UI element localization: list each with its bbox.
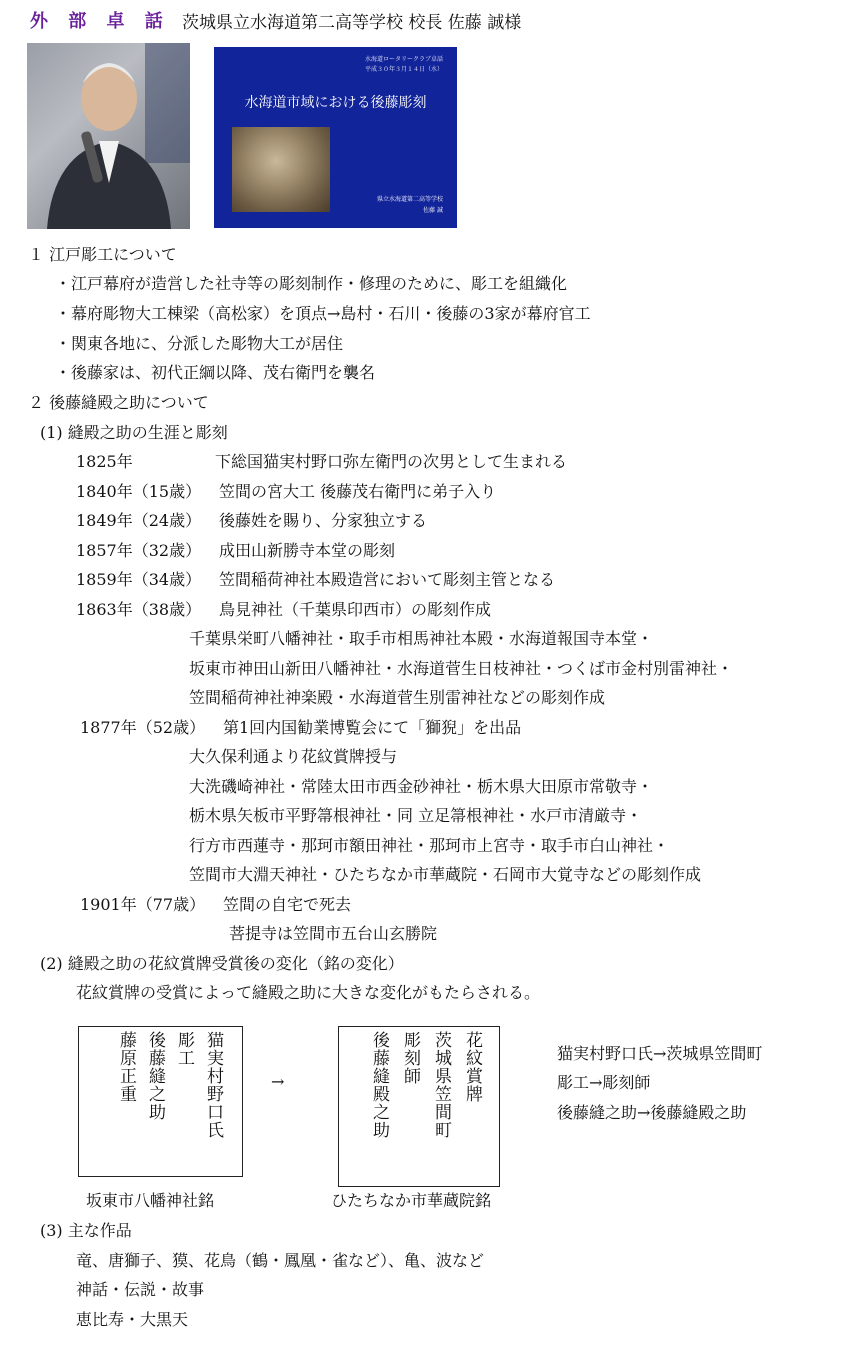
timeline-text: 笠間稲荷神社本殿造営において彫刻主管となる	[219, 570, 556, 589]
timeline-year: 1901年（77歳）	[80, 895, 206, 914]
subsection-1: (1) 縫殿之助の生涯と彫刻	[40, 423, 228, 442]
s1-bullet: ・後藤家は、初代正綱以降、茂右衛門を襲名	[55, 363, 376, 382]
timeline-cont: 大久保利通より花紋賞牌授与	[189, 747, 398, 766]
presentation-slide	[214, 47, 457, 228]
inscription-col: 彫工	[174, 1031, 194, 1067]
change-line: 彫工→彫刻師	[557, 1073, 651, 1092]
timeline-year: 1825年	[76, 452, 133, 471]
slide-org	[377, 194, 443, 216]
timeline-cont: 坂東市神田山新田八幡神社・水海道菅生日枝神社・つくば市金村別雷神社・	[189, 659, 734, 678]
inscription-col: 猫実村野口氏	[203, 1031, 223, 1139]
subsection-2-text: 花紋賞牌の受賞によって縫殿之助に大きな変化がもたらされる。	[76, 983, 541, 1002]
works-line: 竜、唐獅子、獏、花鳥（鶴・鳳凰・雀など）、亀、波など	[76, 1251, 485, 1270]
slide-meta-line: 平成３０年３月１４日（水）	[364, 66, 443, 73]
timeline-cont: 笠間稲荷神社神楽殿・水海道菅生別雷神社などの彫刻作成	[189, 688, 606, 707]
inscription-col: 後藤縫殿之助	[369, 1031, 389, 1139]
timeline-text: 鳥見神社（千葉県印西市）の彫刻作成	[219, 600, 492, 619]
section2-heading: ２ 後藤縫殿之助について	[28, 393, 209, 412]
timeline-year: 1840年（15歳）	[76, 482, 202, 501]
s1-bullet: ・関東各地に、分派した彫物大工が居住	[55, 334, 344, 353]
timeline-cont: 行方市西蓮寺・那珂市額田神社・那珂市上宮寺・取手市白山神社・	[189, 836, 670, 855]
change-line: 猫実村野口氏→茨城県笠間町	[557, 1044, 763, 1063]
arrow-icon: →	[271, 1072, 285, 1091]
inscription-col: 後藤縫之助	[145, 1031, 165, 1121]
subsection-3: (3) 主な作品	[40, 1221, 132, 1240]
speaker-photo	[27, 43, 190, 229]
inscription-col: 彫刻師	[400, 1031, 420, 1085]
carving-photo	[232, 127, 330, 212]
slide-meta	[365, 55, 443, 75]
inscription-left-box	[78, 1026, 243, 1177]
slide-title: 水海道市域における後藤彫刻	[244, 95, 427, 111]
s1-bullet: ・幕府彫物大工棟梁（高松家）を頂点→島村・石川・後藤の3家が幕府官工	[55, 304, 591, 323]
inscription-col: 花紋賞牌	[462, 1031, 482, 1103]
timeline-text: 下総国猫実村野口弥左衛門の次男として生まれる	[215, 452, 568, 471]
timeline-cont: 大洗磯崎神社・常陸太田市西金砂神社・栃木県大田原市常敬寺・	[189, 777, 654, 796]
timeline-year: 1859年（34歳）	[76, 570, 202, 589]
timeline-cont: 菩提寺は笠間市五台山玄勝院	[229, 924, 438, 943]
works-line: 神話・伝説・故事	[76, 1280, 205, 1299]
section-tag: 外 部 卓 話	[30, 11, 170, 32]
speaker-line: 茨城県立水海道第二高等学校 校長 佐藤 誠様	[182, 13, 522, 33]
inscription-col: 茨城県笠間町	[431, 1031, 451, 1139]
timeline-text: 成田山新勝寺本堂の彫刻	[219, 541, 396, 560]
timeline-text: 後藤姓を賜り、分家独立する	[219, 511, 428, 530]
timeline-cont: 笠間市大淵天神社・ひたちなか市華蔵院・石岡市大覚寺などの彫刻作成	[189, 865, 702, 884]
change-line: 後藤縫之助→後藤縫殿之助	[557, 1103, 747, 1122]
timeline-cont: 栃木県矢板市平野箒根神社・同 立足箒根神社・水戸市清厳寺・	[189, 806, 643, 825]
slide-org-line: 佐藤 誠	[423, 207, 443, 214]
timeline-text: 笠間の自宅で死去	[223, 895, 352, 914]
works-line: 恵比寿・大黒天	[76, 1310, 189, 1329]
timeline-year: 1849年（24歳）	[76, 511, 202, 530]
timeline-cont: 千葉県栄町八幡神社・取手市相馬神社本殿・水海道報国寺本堂・	[189, 629, 654, 648]
section1-heading: １ 江戸彫工について	[28, 245, 177, 264]
caption-left: 坂東市八幡神社銘	[86, 1191, 215, 1210]
timeline-year: 1877年（52歳）	[80, 718, 206, 737]
timeline-text: 笠間の宮大工 後藤茂右衛門に弟子入り	[219, 482, 497, 501]
timeline-text: 第1回内国勧業博覧会にて「獅猊」を出品	[223, 718, 522, 737]
slide-meta-line: 水海道ロータリークラブ卓話	[364, 56, 443, 63]
subsection-2: (2) 縫殿之助の花紋賞牌受賞後の変化（銘の変化）	[40, 954, 404, 973]
slide-org-line: 県立水海道第二高等学校	[376, 196, 443, 203]
timeline-year: 1857年（32歳）	[76, 541, 202, 560]
caption-right: ひたちなか市華蔵院銘	[331, 1191, 492, 1210]
inscription-right-box	[338, 1026, 500, 1187]
timeline-year: 1863年（38歳）	[76, 600, 202, 619]
speaker-figure-icon	[27, 43, 190, 229]
s1-bullet: ・江戸幕府が造営した社寺等の彫刻制作・修理のために、彫工を組織化	[55, 274, 568, 293]
inscription-col: 藤原正重	[116, 1031, 136, 1103]
